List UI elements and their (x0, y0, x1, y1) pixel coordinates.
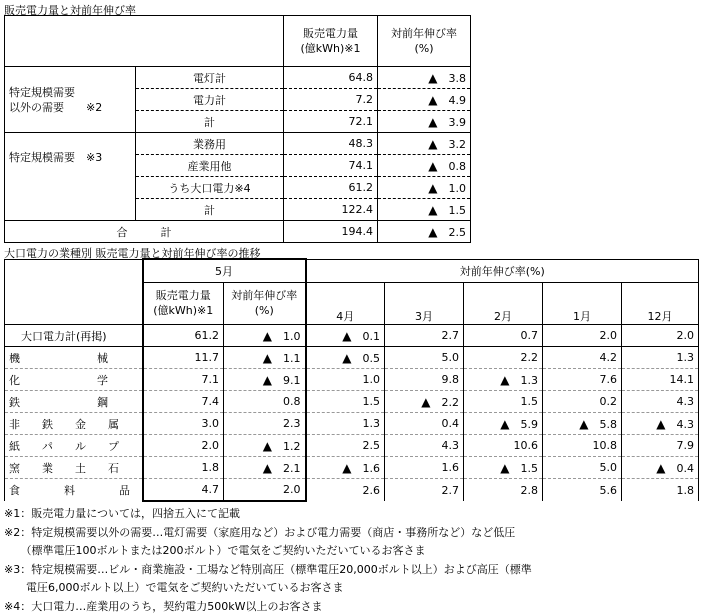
row-label: 電力計 (136, 89, 284, 111)
table2-title: 大口電力の業種別 販売電力量と対前年伸び率の推移 (4, 245, 261, 261)
month-growth: 1.3 (622, 347, 699, 369)
may-growth: ▲ 2.1 (224, 457, 306, 479)
month-growth: 1.3 (306, 413, 385, 435)
may-growth: 0.8 (224, 391, 306, 413)
row-label: 産業用他 (136, 155, 284, 177)
table-row (5, 391, 699, 413)
may-growth-header: 対前年伸び率 (%) (224, 283, 306, 325)
month-growth: 2.7 (385, 479, 464, 502)
month-growth: 14.1 (622, 369, 699, 391)
industry-label: 非 鉄 金 属 (5, 413, 143, 435)
month-growth: 2.8 (464, 479, 543, 502)
month-growth: 0.7 (464, 325, 543, 347)
sales-value: 122.4 (284, 199, 378, 221)
industry-label: 大口電力計(再掲) (5, 325, 143, 347)
month-growth: 1.5 (464, 391, 543, 413)
negative-marker: ▲ (263, 439, 272, 453)
sales-value: 74.1 (284, 155, 378, 177)
may-growth: ▲ 9.1 (224, 369, 306, 391)
growth-value: ▲ 1.0 (378, 177, 471, 199)
negative-marker: ▲ (263, 329, 272, 343)
footnote: 電圧6,000ボルト以上）で電気をご契約いただいているお客さま (4, 579, 532, 598)
month-growth: ▲ 0.4 (622, 457, 699, 479)
negative-marker: ▲ (342, 351, 351, 365)
sales-table (4, 15, 471, 243)
negative-marker: ▲ (263, 351, 272, 365)
row-label: 計 (136, 111, 284, 133)
month-growth: 1.6 (385, 457, 464, 479)
month-growth: ▲ 5.8 (543, 413, 622, 435)
negative-marker: ▲ (428, 115, 437, 129)
may-growth: ▲ 1.1 (224, 347, 306, 369)
table-row (5, 325, 699, 347)
month-growth: ▲ 2.2 (385, 391, 464, 413)
may-growth: 2.3 (224, 413, 306, 435)
industry-label: 紙 パ ル プ (5, 435, 143, 457)
sales-header: 販売電力量 (億kWh)※1 (143, 283, 224, 325)
month-growth: ▲ 5.9 (464, 413, 543, 435)
table-row (5, 435, 699, 457)
industry-label: 食 料 品 (5, 479, 143, 502)
negative-marker: ▲ (428, 159, 437, 173)
negative-marker: ▲ (500, 461, 509, 475)
month-growth: ▲ 4.3 (622, 413, 699, 435)
may-sales: 61.2 (143, 325, 224, 347)
month-growth: 2.5 (306, 435, 385, 457)
month-growth: ▲ 0.1 (306, 325, 385, 347)
footnote: ※4：大口電力…産業用のうち，契約電力500kW以上のお客さま (4, 598, 532, 616)
may-sales: 7.1 (143, 369, 224, 391)
sales-value: 48.3 (284, 133, 378, 155)
month-growth: 1.8 (622, 479, 699, 502)
growth-period-header: 対前年伸び率(%) (306, 259, 699, 283)
month-growth: ▲ 1.3 (464, 369, 543, 391)
month-growth: ▲ 0.5 (306, 347, 385, 369)
month-growth: 2.2 (464, 347, 543, 369)
sales-value: 72.1 (284, 111, 378, 133)
table-row (5, 479, 699, 502)
month-growth: ▲ 1.5 (464, 457, 543, 479)
header-growth: 対前年伸び率 (%) (378, 16, 471, 67)
may-growth: ▲ 1.0 (224, 325, 306, 347)
negative-marker: ▲ (428, 181, 437, 195)
row-label: うち大口電力※4 (136, 177, 284, 199)
industry-label: 化 学 (5, 369, 143, 391)
month-growth: 5.6 (543, 479, 622, 502)
negative-marker: ▲ (342, 461, 351, 475)
month-growth: 5.0 (543, 457, 622, 479)
negative-marker: ▲ (656, 417, 665, 431)
table-row (5, 413, 699, 435)
month-header: 3月 (385, 283, 464, 325)
row-label: 業務用 (136, 133, 284, 155)
negative-marker: ▲ (428, 71, 437, 85)
table1-title: 販売電力量と対前年伸び率 (4, 2, 136, 18)
month-growth: 9.8 (385, 369, 464, 391)
month-growth: 2.6 (306, 479, 385, 502)
negative-marker: ▲ (428, 93, 437, 107)
sales-value: 61.2 (284, 177, 378, 199)
may-growth: 2.0 (224, 479, 306, 502)
negative-marker: ▲ (500, 373, 509, 387)
may-growth: ▲ 1.2 (224, 435, 306, 457)
may-sales: 7.4 (143, 391, 224, 413)
negative-marker: ▲ (500, 417, 509, 431)
may-sales: 11.7 (143, 347, 224, 369)
may-sales: 4.7 (143, 479, 224, 502)
footnote: ※1：販売電力量については，四捨五入にて記載 (4, 505, 532, 524)
month-growth: 2.0 (543, 325, 622, 347)
month-header: 2月 (464, 283, 543, 325)
month-growth: 2.7 (385, 325, 464, 347)
month-growth: ▲ 1.6 (306, 457, 385, 479)
negative-marker: ▲ (656, 461, 665, 475)
growth-value: ▲ 1.5 (378, 199, 471, 221)
footnote: ※3：特定規模需要…ビル・商業施設・工場など特別高圧（標準電圧20,000ボルト以上）および高圧（標準 (4, 561, 532, 580)
negative-marker: ▲ (428, 137, 437, 151)
month-growth: 10.6 (464, 435, 543, 457)
total-sales: 194.4 (284, 221, 378, 243)
may-header: 5月 (143, 259, 306, 283)
month-growth: 10.8 (543, 435, 622, 457)
sales-value: 64.8 (284, 67, 378, 89)
footnotes (4, 505, 532, 616)
footnote: （標準電圧100ボルトまたは200ボルト）で電気をご契約いただいているお客さま (4, 542, 532, 561)
total-growth: ▲ 2.5 (378, 221, 471, 243)
growth-value: ▲ 3.9 (378, 111, 471, 133)
growth-value: ▲ 3.8 (378, 67, 471, 89)
table-row (5, 369, 699, 391)
month-growth: 0.4 (385, 413, 464, 435)
negative-marker: ▲ (579, 417, 588, 431)
growth-value: ▲ 4.9 (378, 89, 471, 111)
industry-label: 鉄 鋼 (5, 391, 143, 413)
month-growth: 1.0 (306, 369, 385, 391)
negative-marker: ▲ (263, 461, 272, 475)
may-sales: 3.0 (143, 413, 224, 435)
group-label: 特定規模需要 以外の需要 ※2 (5, 67, 136, 133)
footnote: ※2：特定規模需要以外の需要…電灯需要（家庭用など）および電力需要（商店・事務所など）など低圧 (4, 524, 532, 543)
total-label: 合 計 (5, 221, 284, 243)
industry-label: 窯 業 土 石 (5, 457, 143, 479)
month-growth: 4.3 (385, 435, 464, 457)
month-header: 12月 (622, 283, 699, 325)
month-header: 4月 (306, 283, 385, 325)
table-row (5, 67, 471, 89)
table-row (5, 133, 471, 155)
industry-table (4, 258, 699, 502)
month-growth: 0.2 (543, 391, 622, 413)
month-growth: 4.3 (622, 391, 699, 413)
month-growth: 2.0 (622, 325, 699, 347)
month-growth: 7.9 (622, 435, 699, 457)
row-label: 電灯計 (136, 67, 284, 89)
may-sales: 2.0 (143, 435, 224, 457)
table-row (5, 347, 699, 369)
group-label: 特定規模需要 ※3 (5, 133, 136, 221)
header-sales: 販売電力量 (億kWh)※1 (284, 16, 378, 67)
table-row (5, 457, 699, 479)
row-label: 計 (136, 199, 284, 221)
negative-marker: ▲ (421, 395, 430, 409)
industry-label: 機 械 (5, 347, 143, 369)
month-growth: 4.2 (543, 347, 622, 369)
growth-value: ▲ 3.2 (378, 133, 471, 155)
month-growth: 5.0 (385, 347, 464, 369)
growth-value: ▲ 0.8 (378, 155, 471, 177)
negative-marker: ▲ (342, 329, 351, 343)
month-header: 1月 (543, 283, 622, 325)
sales-value: 7.2 (284, 89, 378, 111)
may-sales: 1.8 (143, 457, 224, 479)
negative-marker: ▲ (263, 373, 272, 387)
month-growth: 7.6 (543, 369, 622, 391)
month-growth: 1.5 (306, 391, 385, 413)
negative-marker: ▲ (428, 203, 437, 217)
